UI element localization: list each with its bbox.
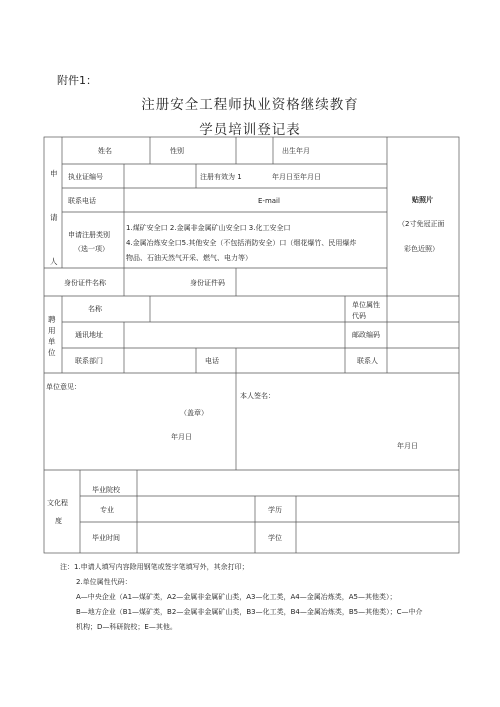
form-subtitle: 学员培训登记表 — [199, 122, 301, 138]
note-line-2: 2.单位属性代码： — [76, 578, 132, 586]
note-line-4: B—地方企业（B1—煤矿类，B2—金属非金属矿山类，B3—化工类，B4—金属冶炼类，B5—其他类）；C—中介 — [76, 608, 423, 616]
applicant-side-char-1: 申 — [50, 169, 58, 178]
category-line-3: 物品、石油天然气开采、燃气、电力等） — [126, 254, 252, 262]
education-side-label-1: 文化程 — [47, 499, 68, 507]
name-label: 姓名 — [98, 147, 112, 155]
attr-code-label-1: 单位属性 — [352, 301, 380, 309]
id-no-label: 身份证件码 — [190, 279, 225, 287]
attr-code-label-2: 代码 — [352, 312, 366, 320]
academic-degree-label: 学位 — [268, 534, 282, 542]
date-left: 年月日 — [171, 433, 192, 441]
education-side-label-2: 度 — [55, 517, 62, 525]
unit-opinion-label: 单位意见： — [46, 383, 81, 391]
seal-label: （盖章） — [180, 409, 208, 417]
address-label: 通讯地址 — [75, 331, 103, 339]
employer-side-char-4: 位 — [48, 348, 56, 357]
photo-spec: （2寸免冠正面 — [398, 220, 445, 228]
category-label: 申请注册类别 — [68, 231, 110, 239]
id-type-label: 身份证件名称 — [64, 279, 106, 287]
category-hint: （选一项） — [74, 245, 109, 253]
cert-no-label: 执业证编号 — [68, 173, 103, 181]
postcode-label: 邮政编码 — [352, 331, 380, 339]
dept-label: 联系部门 — [75, 357, 103, 365]
date-right: 年月日 — [397, 442, 418, 450]
category-line-1: 1.煤矿安全口 2.金属非金属矿山安全口 3.化工安全口 — [126, 224, 291, 232]
validity-label: 注册有效为 1 — [200, 173, 242, 181]
grad-time-label: 毕业时间 — [92, 534, 120, 542]
email-label: E-mail — [258, 197, 280, 205]
gender-label: 性别 — [170, 147, 184, 155]
employer-side-char-2: 用 — [48, 326, 56, 335]
note-line-5: 机构；D—科研院校；E—其他。 — [76, 623, 177, 631]
annex-label: 附件1： — [57, 74, 97, 87]
validity-range: 年月日至年月日 — [272, 173, 321, 181]
contact-label: 联系人 — [357, 357, 378, 365]
note-line-3: A—中央企业（A1—煤矿类，A2—金属非金属矿山类，A3—化工类，A4—金属冶炼类，A5—其他类）； — [76, 593, 397, 601]
major-label: 专业 — [100, 506, 114, 514]
photo-spec-2: 彩色近照） — [404, 245, 439, 253]
category-line-2: 4.金属冶炼安全口5.其他安全（不包括消防安全）口（烟花爆竹、民用爆炸 — [126, 239, 357, 247]
employer-side-char-1: 聘 — [48, 315, 56, 324]
signature-label: 本人签名： — [240, 392, 275, 400]
note-line-1: 注：1.申请人填写内容除用钢笔或签字笔填写外，其余打印； — [60, 563, 249, 571]
phone-label: 联系电话 — [68, 197, 96, 205]
applicant-side-char-2: 请 — [50, 213, 58, 222]
form-title: 注册安全工程师执业资格继续教育 — [141, 97, 359, 113]
applicant-side-char-3: 人 — [50, 257, 58, 266]
employer-name-label: 名称 — [88, 305, 102, 313]
employer-side-char-3: 单 — [48, 337, 56, 346]
school-label: 毕业院校 — [92, 486, 120, 494]
birth-label: 出生年月 — [282, 147, 310, 155]
degree-label: 学历 — [268, 506, 282, 514]
photo-label: 贴照片 — [412, 196, 433, 204]
tel-label: 电话 — [205, 357, 219, 365]
